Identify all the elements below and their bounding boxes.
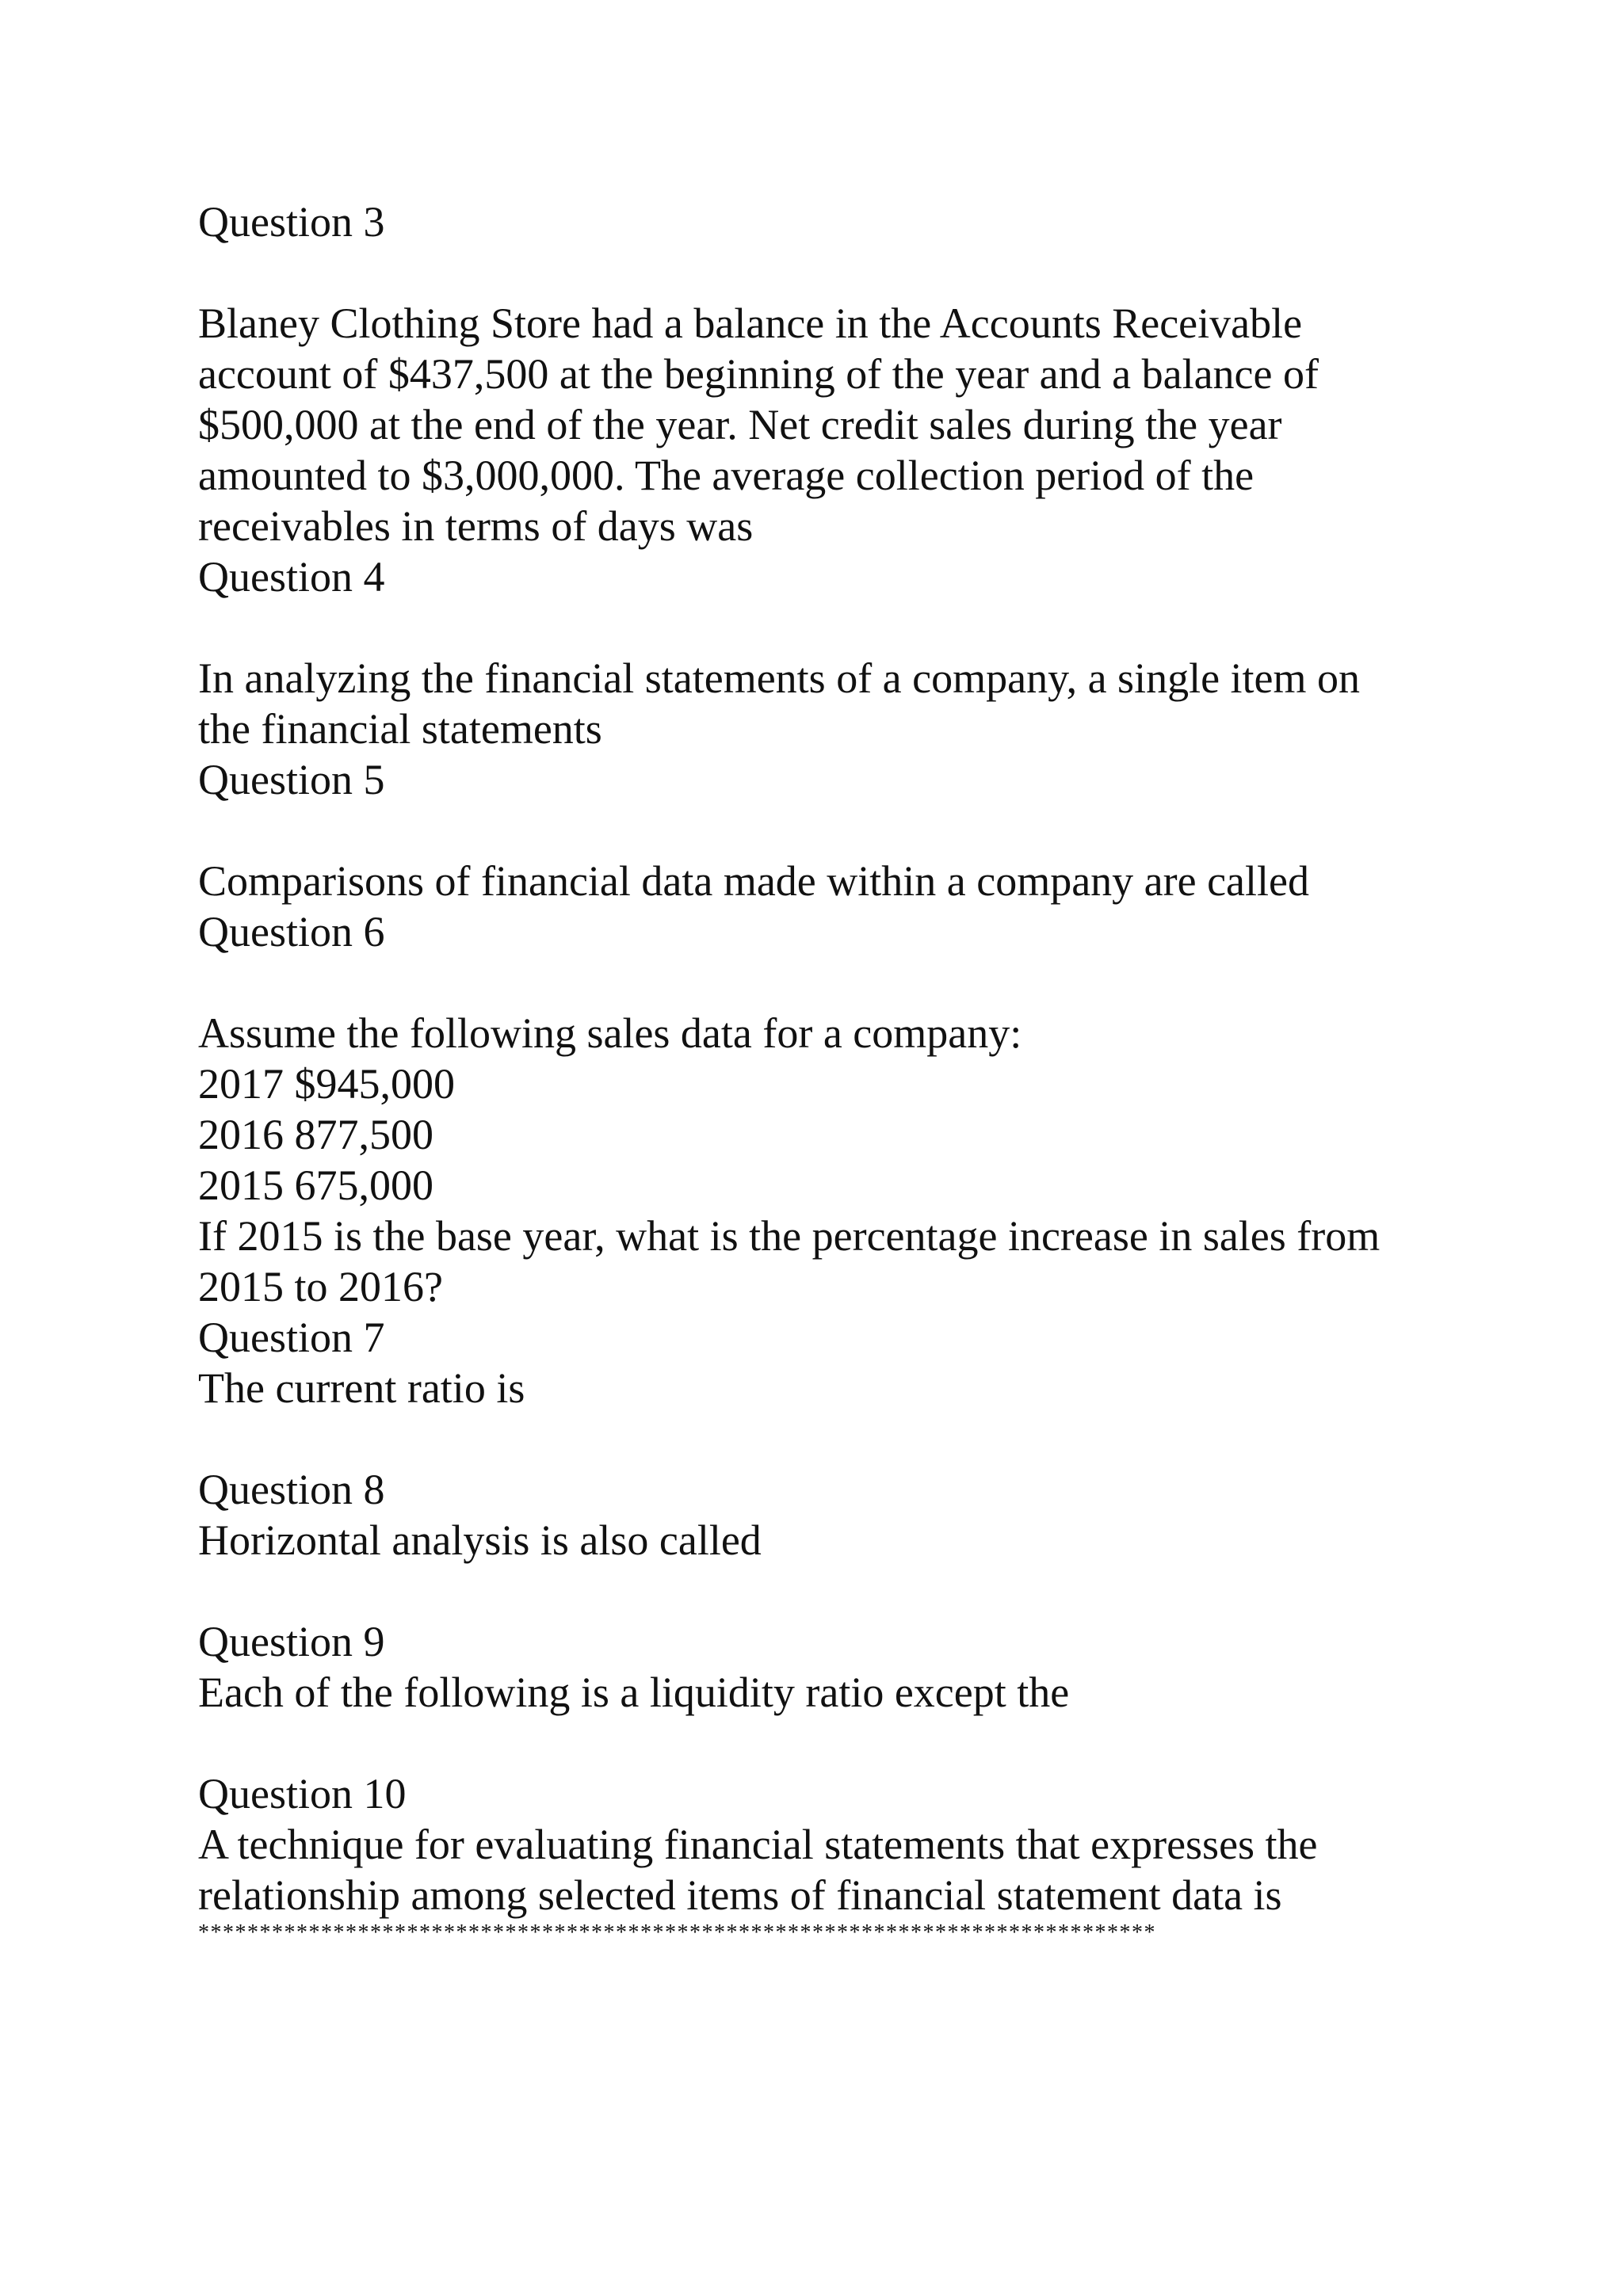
question-text-line: 2017 $945,000 bbox=[198, 1060, 455, 1108]
document-body bbox=[198, 196, 1498, 1944]
question-heading: Question 8 bbox=[198, 1466, 385, 1513]
blank-line bbox=[198, 1413, 1498, 1464]
question-block bbox=[198, 754, 1498, 906]
question-block bbox=[198, 1616, 1498, 1768]
question-heading: Question 9 bbox=[198, 1618, 385, 1665]
question-block bbox=[198, 1768, 1498, 1920]
question-text-line: amounted to $3,000,000. The average collection period of the bbox=[198, 452, 1254, 499]
question-text-line: 2015 675,000 bbox=[198, 1161, 433, 1209]
question-block bbox=[198, 1464, 1498, 1616]
question-text-line: 2016 877,500 bbox=[198, 1111, 433, 1158]
asterisk-separator: ****************************************************************************** bbox=[198, 1920, 1156, 1945]
question-heading: Question 5 bbox=[198, 756, 385, 803]
question-text-line: Comparisons of financial data made within a company are called bbox=[198, 857, 1309, 905]
question-heading: Question 6 bbox=[198, 908, 385, 955]
question-text-line: Each of the following is a liquidity ratio except the bbox=[198, 1669, 1070, 1716]
question-block bbox=[198, 906, 1498, 1312]
question-block bbox=[198, 551, 1498, 754]
question-heading: Question 10 bbox=[198, 1770, 407, 1817]
blank-line bbox=[198, 1718, 1498, 1768]
question-text-line: $500,000 at the end of the year. Net credit sales during the year bbox=[198, 401, 1282, 448]
blank-line bbox=[198, 1566, 1498, 1616]
question-text-line: Blaney Clothing Store had a balance in the Accounts Receivable bbox=[198, 299, 1303, 347]
question-text-line: A technique for evaluating financial statements that expresses the bbox=[198, 1821, 1318, 1868]
question-text-line: relationship among selected items of financial statement data is bbox=[198, 1871, 1282, 1919]
blank-line bbox=[198, 602, 1498, 653]
question-text-line: receivables in terms of days was bbox=[198, 502, 754, 550]
question-block bbox=[198, 196, 1498, 551]
question-text-line: In analyzing the financial statements of a company, a single item on bbox=[198, 654, 1361, 702]
blank-line bbox=[198, 957, 1498, 1008]
question-block bbox=[198, 1312, 1498, 1464]
question-text-line: Horizontal analysis is also called bbox=[198, 1516, 762, 1564]
question-heading: Question 3 bbox=[198, 198, 385, 246]
question-text-line: 2015 to 2016? bbox=[198, 1263, 443, 1310]
question-heading: Question 7 bbox=[198, 1314, 385, 1361]
question-text-line: If 2015 is the base year, what is the percentage increase in sales from bbox=[198, 1212, 1381, 1260]
blank-line bbox=[198, 805, 1498, 856]
question-text-line: the financial statements bbox=[198, 705, 602, 753]
question-text-line: Assume the following sales data for a company: bbox=[198, 1009, 1022, 1057]
question-text-line: The current ratio is bbox=[198, 1364, 525, 1412]
blank-line bbox=[198, 247, 1498, 298]
question-heading: Question 4 bbox=[198, 553, 385, 601]
question-text-line: account of $437,500 at the beginning of the year and a balance of bbox=[198, 350, 1319, 398]
